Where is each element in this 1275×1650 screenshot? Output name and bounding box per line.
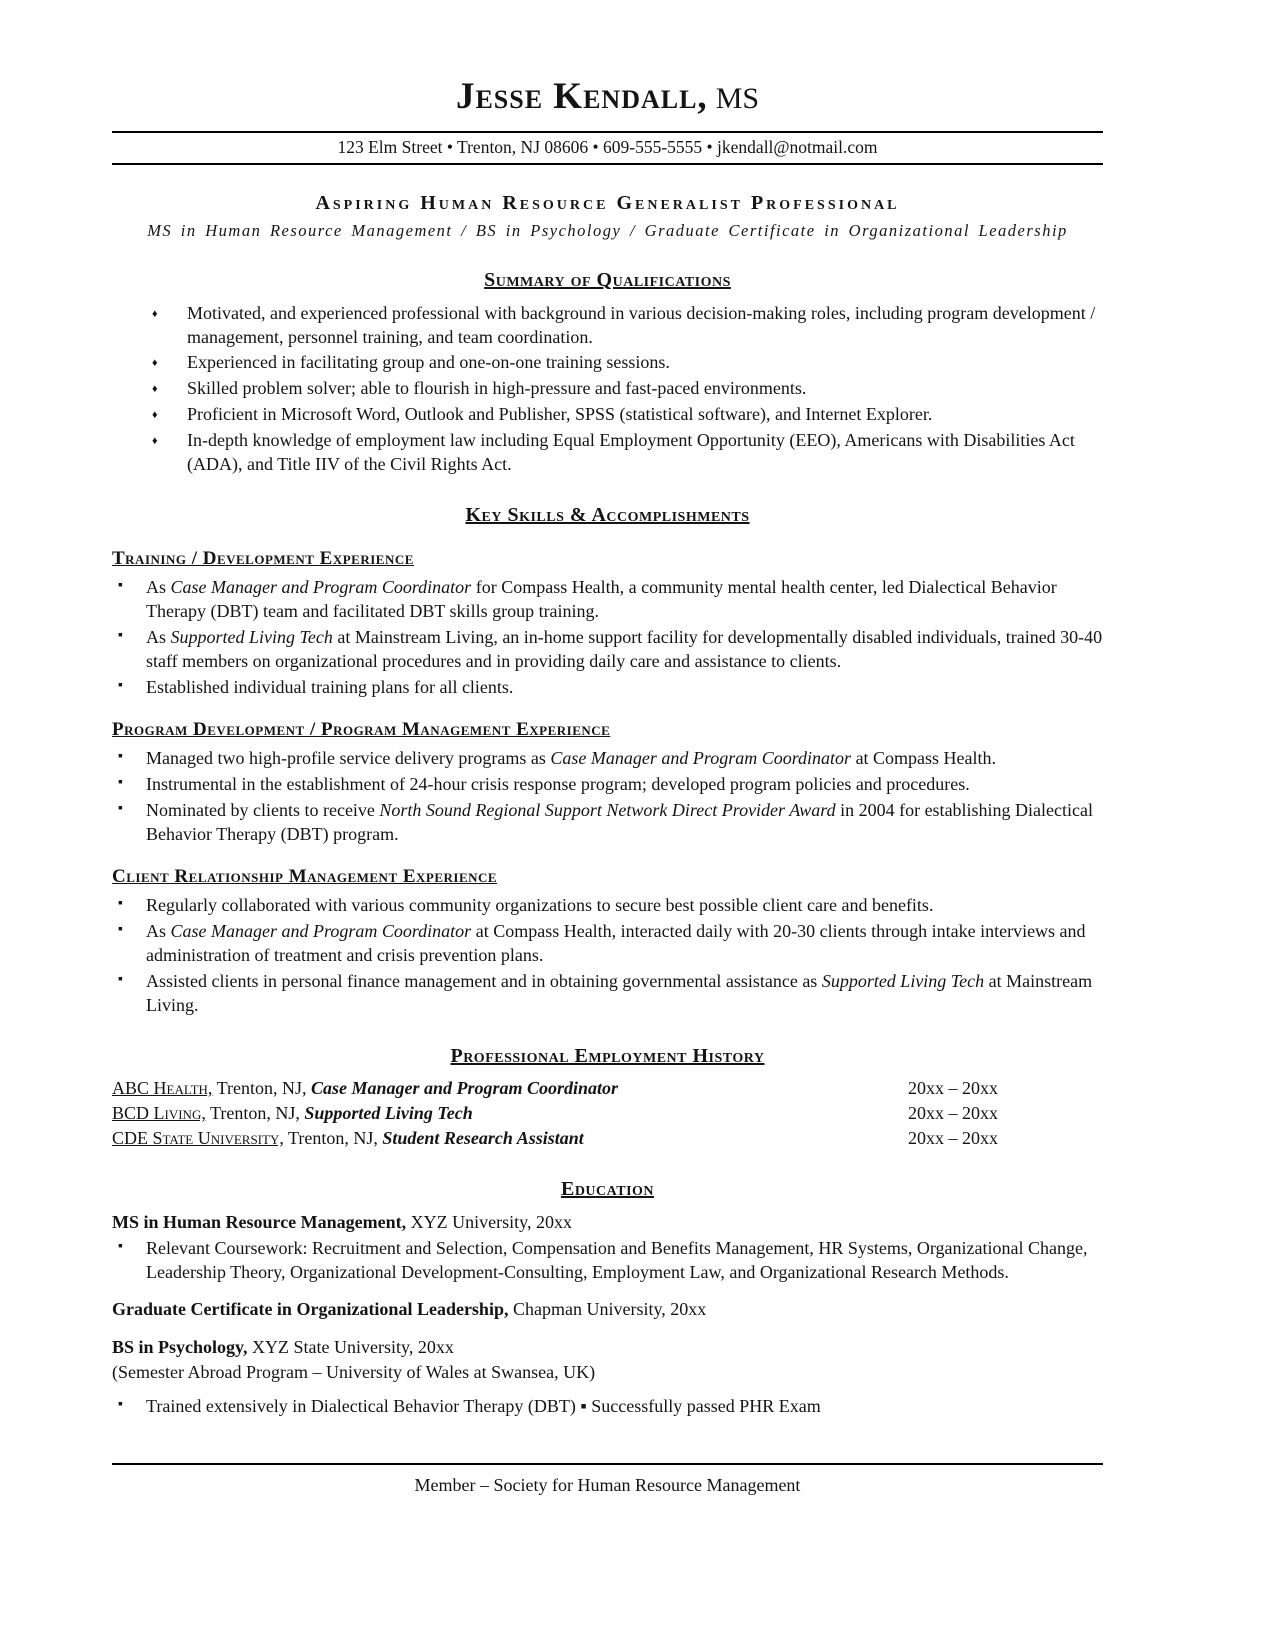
bullet-text: Instrumental in the establishment of 24-hour crisis response program; developed program policies and procedures. (146, 773, 970, 794)
square-bullet-icon: ▪ (118, 800, 123, 816)
education-bs-note: (Semester Abroad Program – University of Wales at Swansea, UK) (112, 1362, 596, 1383)
employment-row (112, 1127, 1103, 1151)
key-skills-section (112, 502, 1103, 1018)
square-bullet-icon: ▪ (118, 578, 123, 594)
square-bullet-icon: ▪ (118, 748, 123, 764)
employment-row (112, 1102, 1103, 1126)
square-bullet-icon: ▪ (118, 774, 123, 790)
diamond-bullet-icon: ♦ (152, 383, 158, 396)
program-bullet (112, 773, 1103, 797)
bullet-text: As Supported Living Tech at Mainstream Living, an in-home support facility for developmentally disabled individuals, trained 30-40 staff members on organizational procedures and in providing daily care and assistance to clients. (146, 626, 1103, 671)
bullet-text: Regularly collaborated with various community organizations to secure best possible client care and benefits. (146, 894, 934, 915)
employer-and-title: ABC Health, Trenton, NJ, Case Manager and Program Coordinator (112, 1078, 619, 1099)
square-bullet-icon: ▪ (118, 627, 123, 643)
program-bullet (112, 799, 1103, 847)
summary-bullet (112, 351, 1103, 375)
program-subheading: Program Development / Program Management Experience (112, 718, 611, 740)
header-divider-bottom (112, 163, 1103, 165)
bullet-text: Motivated, and experienced professional with background in various decision-making roles, including program development / management, personnel training, and team coordination. (187, 302, 1096, 347)
person-name: Jesse Kendall, (455, 76, 708, 117)
training-bullet (112, 576, 1103, 624)
square-bullet-icon: ▪ (118, 971, 123, 987)
diamond-bullet-icon: ♦ (152, 357, 158, 370)
bullet-text: Assisted clients in personal finance management and in obtaining governmental assistance as Supported Living Tech at Mainstream Living. (146, 970, 1093, 1015)
bullet-text: As Case Manager and Program Coordinator at Compass Health, interacted daily with 20-30 clients through intake interviews and administration of treatment and crisis prevention plans. (146, 920, 1086, 965)
square-bullet-icon: ▪ (118, 1238, 123, 1254)
summary-bullet (112, 302, 1103, 350)
bullet-text: In-depth knowledge of employment law including Equal Employment Opportunity (EEO), Americans with Disabilities Act (ADA), and Title IIV of the Civil Rights Act. (187, 430, 1075, 475)
employment-row (112, 1077, 1103, 1101)
square-bullet-icon: ▪ (118, 677, 123, 693)
employment-heading: Professional Employment History (450, 1044, 765, 1067)
education-bullet (112, 1237, 1103, 1285)
bullet-text: Skilled problem solver; able to flourish in high-pressure and fast-paced environments. (187, 378, 807, 399)
footer (112, 1463, 1103, 1498)
education-heading: Education (560, 1178, 655, 1201)
employment-dates: 20xx – 20xx (908, 1103, 998, 1124)
employment-dates: 20xx – 20xx (908, 1078, 998, 1099)
employment-dates: 20xx – 20xx (908, 1128, 998, 1149)
diamond-bullet-icon: ♦ (152, 409, 158, 422)
square-bullet-icon: ▪ (118, 895, 123, 911)
summary-section (112, 267, 1103, 477)
bullet-text: Established individual training plans for all clients. (146, 676, 514, 697)
employment-section (112, 1043, 1103, 1151)
bullet-text: Proficient in Microsoft Word, Outlook and Publisher, SPSS (statistical software), and Internet Explorer. (187, 404, 933, 425)
employment-rows (112, 1077, 1103, 1151)
bullet-text: Relevant Coursework: Recruitment and Selection, Compensation and Benefits Management, HR Systems, Organizational Change, Leadership Theory, Organizational Development-Consulting, Employment Law, and Organizational Research Methods. (146, 1237, 1088, 1282)
contact-line: 123 Elm Street • Trenton, NJ 08606 • 609-555-5555 • jkendall@notmail.com (337, 137, 878, 158)
bullet-text: Experienced in facilitating group and one-on-one training sessions. (187, 352, 670, 373)
summary-bullet (112, 403, 1103, 427)
footer-membership-note: Member – Society for Human Resource Management (414, 1475, 801, 1496)
square-bullet-icon: ▪ (118, 1397, 123, 1413)
education-section (112, 1176, 1103, 1419)
objective-title: Aspiring Human Resource Generalist Professional (315, 192, 900, 215)
objective-subtitle: MS in Human Resource Management / BS in Psychology / Graduate Certificate in Organizational Leadership (147, 221, 1068, 241)
square-bullet-icon: ▪ (118, 921, 123, 937)
header (112, 72, 1103, 165)
diamond-bullet-icon: ♦ (152, 307, 158, 320)
client-bullet (112, 894, 1103, 918)
summary-heading: Summary of Qualifications (484, 269, 731, 291)
footer-divider (112, 1463, 1103, 1465)
program-bullet (112, 747, 1103, 771)
education-degree-ms: MS in Human Resource Management, XYZ University, 20xx (112, 1211, 572, 1232)
training-bullet (112, 676, 1103, 700)
bullet-text: Nominated by clients to receive North Sound Regional Support Network Direct Provider Award in 2004 for establishing Dialectical Behavior Therapy (DBT) program. (146, 799, 1094, 844)
bullet-text: Managed two high-profile service delivery programs as Case Manager and Program Coordinator at Compass Health. (146, 747, 997, 768)
key-skills-heading: Key Skills & Accomplishments (465, 504, 750, 527)
client-subheading: Client Relationship Management Experience (112, 865, 498, 887)
client-bullet (112, 970, 1103, 1018)
person-credentials: MS (715, 82, 760, 115)
summary-bullet (112, 429, 1103, 477)
training-bullet (112, 626, 1103, 674)
employer-and-title: BCD Living, Trenton, NJ, Supported Living Tech (112, 1103, 473, 1124)
employer-and-title: CDE State University, Trenton, NJ, Student Research Assistant (112, 1128, 584, 1149)
training-subheading: Training / Development Experience (112, 547, 414, 569)
name-line (112, 72, 1103, 121)
objective-section (112, 190, 1103, 242)
education-bullet (112, 1395, 1103, 1419)
bullet-text: Trained extensively in Dialectical Behavior Therapy (DBT) ▪ Successfully passed PHR Exam (146, 1396, 821, 1417)
client-bullet (112, 920, 1103, 968)
education-degree-bs: BS in Psychology, XYZ State University, 20xx (112, 1337, 454, 1358)
diamond-bullet-icon: ♦ (152, 435, 158, 448)
summary-bullet (112, 377, 1103, 401)
education-certificate: Graduate Certificate in Organizational Leadership, Chapman University, 20xx (112, 1299, 707, 1320)
bullet-text: As Case Manager and Program Coordinator for Compass Health, a community mental health center, led Dialectical Behavior Therapy (DBT) team and facilitated DBT skills group training. (146, 577, 1057, 621)
